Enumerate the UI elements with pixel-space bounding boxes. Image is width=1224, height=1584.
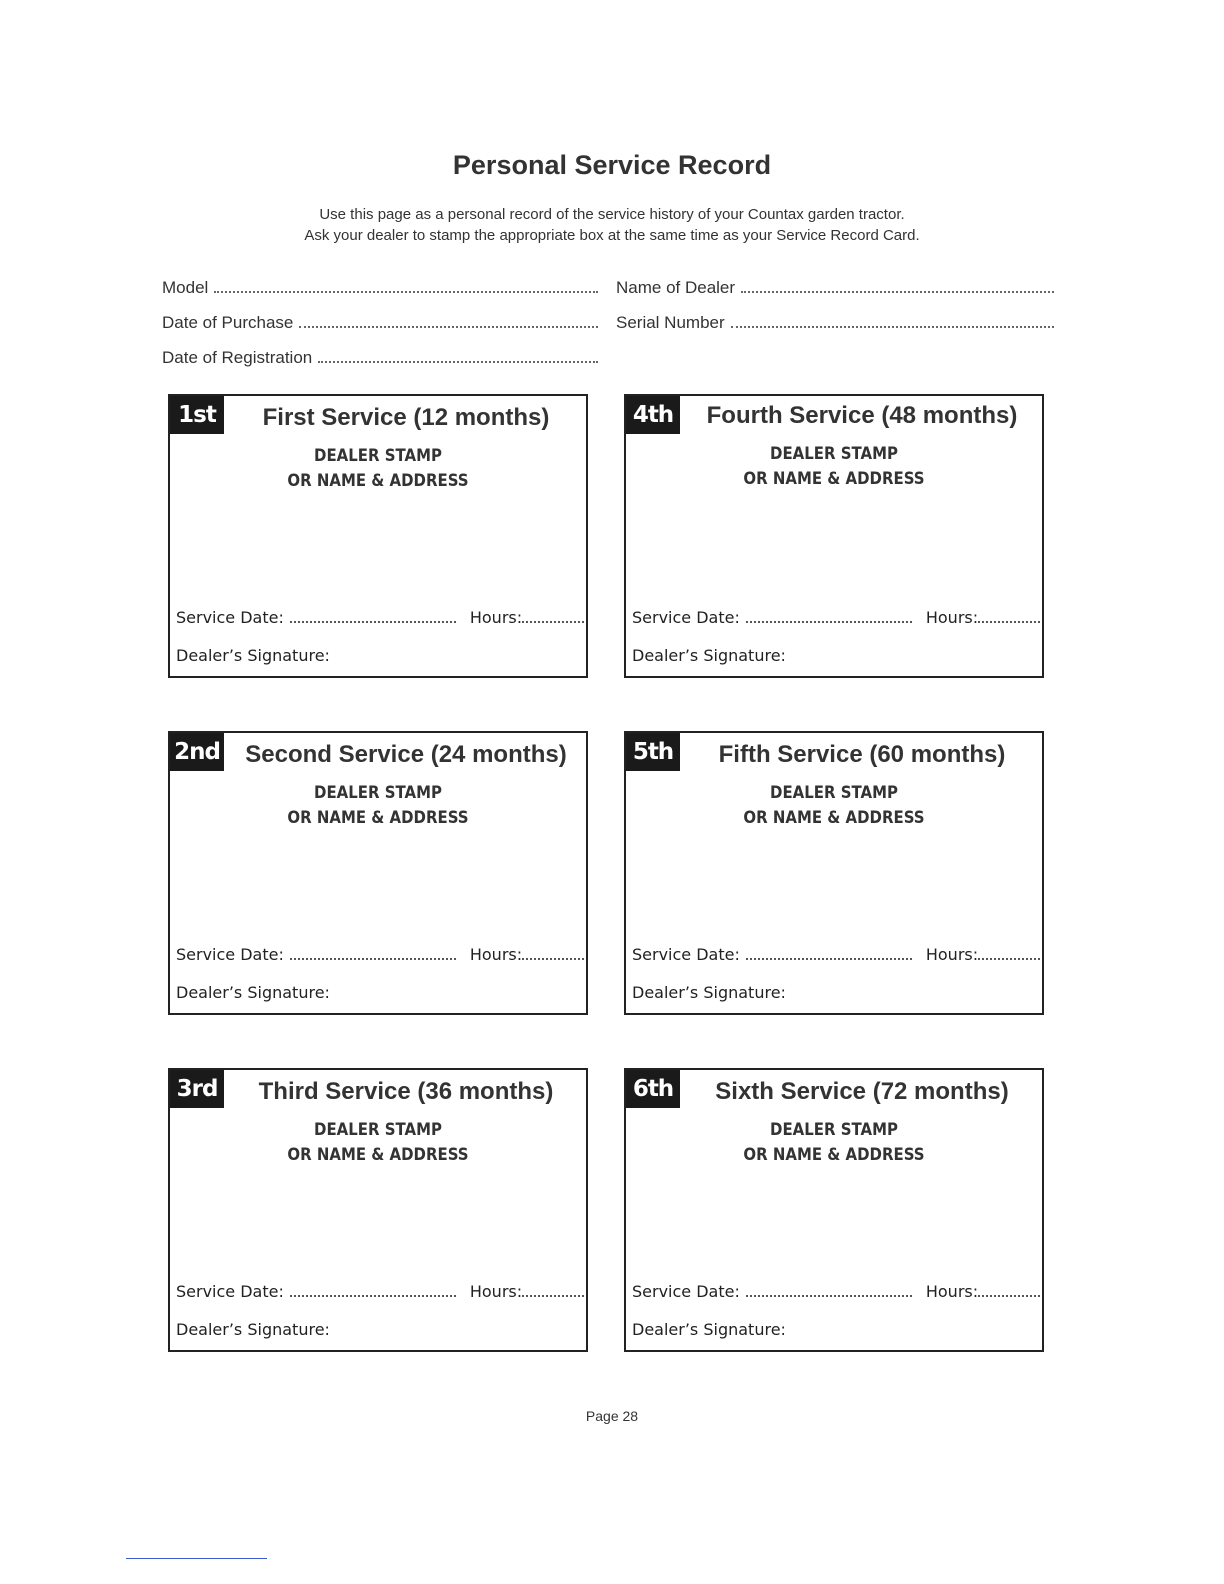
name-of-dealer-label: Name of Dealer [616,278,736,297]
service-date-label: Service Date: [632,608,740,627]
serial-number-input-line[interactable] [731,312,1054,328]
date-of-purchase-input-line[interactable] [299,312,598,328]
service-date-input-line[interactable] [746,1283,912,1297]
dealer-stamp-area [651,442,1017,492]
service-title: Fourth Service (48 months) [706,402,1018,429]
service-date-row [176,608,584,627]
name-of-dealer-input-line[interactable] [741,277,1054,293]
hours-input-line[interactable] [978,1283,1040,1297]
dealer-stamp-area [195,781,561,831]
stamp-line-1: DEALER STAMP [314,783,442,803]
hours-label: Hours: [925,945,979,964]
service-card-4 [624,394,1044,678]
stamp-line-2: OR NAME & ADDRESS [743,1145,925,1165]
service-date-input-line[interactable] [290,609,456,623]
date-of-purchase-label: Date of Purchase [162,313,294,332]
service-date-input-line[interactable] [746,609,912,623]
service-date-input-line[interactable] [746,946,912,960]
stamp-line-2: OR NAME & ADDRESS [287,1145,469,1165]
hours-input-line[interactable] [978,609,1040,623]
service-date-row [632,1282,1040,1301]
hours-input-line[interactable] [522,946,584,960]
date-of-registration-field[interactable] [162,347,598,369]
service-date-label: Service Date: [632,1282,740,1301]
service-date-row [176,1282,584,1301]
service-date-row [176,945,584,964]
stamp-line-2: OR NAME & ADDRESS [743,808,925,828]
service-badge: 3rd [170,1070,224,1108]
hours-label: Hours: [469,608,523,627]
dealer-stamp-area [651,781,1017,831]
hours-label: Hours: [469,945,523,964]
serial-number-field[interactable] [616,312,1054,334]
dealer-signature-label: Dealer’s Signature: [176,646,330,665]
service-date-label: Service Date: [176,945,284,964]
service-title: Third Service (36 months) [258,1078,554,1105]
service-card-6 [624,1068,1044,1352]
dealer-signature-label: Dealer’s Signature: [632,646,786,665]
service-badge: 6th [626,1070,680,1108]
service-title: First Service (12 months) [262,404,550,431]
stamp-line-1: DEALER STAMP [770,783,898,803]
date-of-purchase-field[interactable] [162,312,598,334]
intro-line-2: Ask your dealer to stamp the appropriate box at the same time as your Service Record Card. [304,227,920,244]
date-of-registration-input-line[interactable] [318,347,598,363]
service-date-row [632,608,1040,627]
service-date-input-line[interactable] [290,946,456,960]
dealer-stamp-area [195,1118,561,1168]
dealer-signature-label: Dealer’s Signature: [632,1320,786,1339]
stamp-line-1: DEALER STAMP [770,444,898,464]
dealer-stamp-area [195,444,561,494]
page-title: Personal Service Record [452,150,772,180]
service-date-row [632,945,1040,964]
serial-number-label: Serial Number [616,313,725,332]
intro-line-1: Use this page as a personal record of the service history of your Countax garden tractor. [319,206,905,223]
service-date-label: Service Date: [632,945,740,964]
hours-label: Hours: [469,1282,523,1301]
service-date-label: Service Date: [176,608,284,627]
stamp-line-1: DEALER STAMP [770,1120,898,1140]
dealer-stamp-area [651,1118,1017,1168]
service-date-label: Service Date: [176,1282,284,1301]
name-of-dealer-field[interactable] [616,277,1054,299]
hours-input-line[interactable] [978,946,1040,960]
footnote-divider [126,1558,267,1559]
service-badge: 2nd [170,733,224,771]
page-number: Page 28 [585,1408,639,1424]
stamp-line-2: OR NAME & ADDRESS [287,808,469,828]
dealer-signature-label: Dealer’s Signature: [176,983,330,1002]
dealer-signature-label: Dealer’s Signature: [176,1320,330,1339]
service-badge: 1st [170,396,224,434]
service-badge: 5th [626,733,680,771]
service-title: Fifth Service (60 months) [718,741,1006,768]
hours-label: Hours: [925,1282,979,1301]
date-of-registration-label: Date of Registration [162,348,313,367]
stamp-line-1: DEALER STAMP [314,1120,442,1140]
service-card-3 [168,1068,588,1352]
service-title: Sixth Service (72 months) [715,1078,1009,1105]
hours-input-line[interactable] [522,1283,584,1297]
stamp-line-2: OR NAME & ADDRESS [287,471,469,491]
stamp-line-2: OR NAME & ADDRESS [743,469,925,489]
service-card-1 [168,394,588,678]
model-input-line[interactable] [214,277,598,293]
service-title: Second Service (24 months) [245,741,567,768]
service-card-2 [168,731,588,1015]
model-field[interactable] [162,277,598,299]
hours-label: Hours: [925,608,979,627]
dealer-signature-label: Dealer’s Signature: [632,983,786,1002]
model-label: Model [162,278,209,297]
service-date-input-line[interactable] [290,1283,456,1297]
stamp-line-1: DEALER STAMP [314,446,442,466]
service-badge: 4th [626,396,680,434]
hours-input-line[interactable] [522,609,584,623]
service-card-5 [624,731,1044,1015]
